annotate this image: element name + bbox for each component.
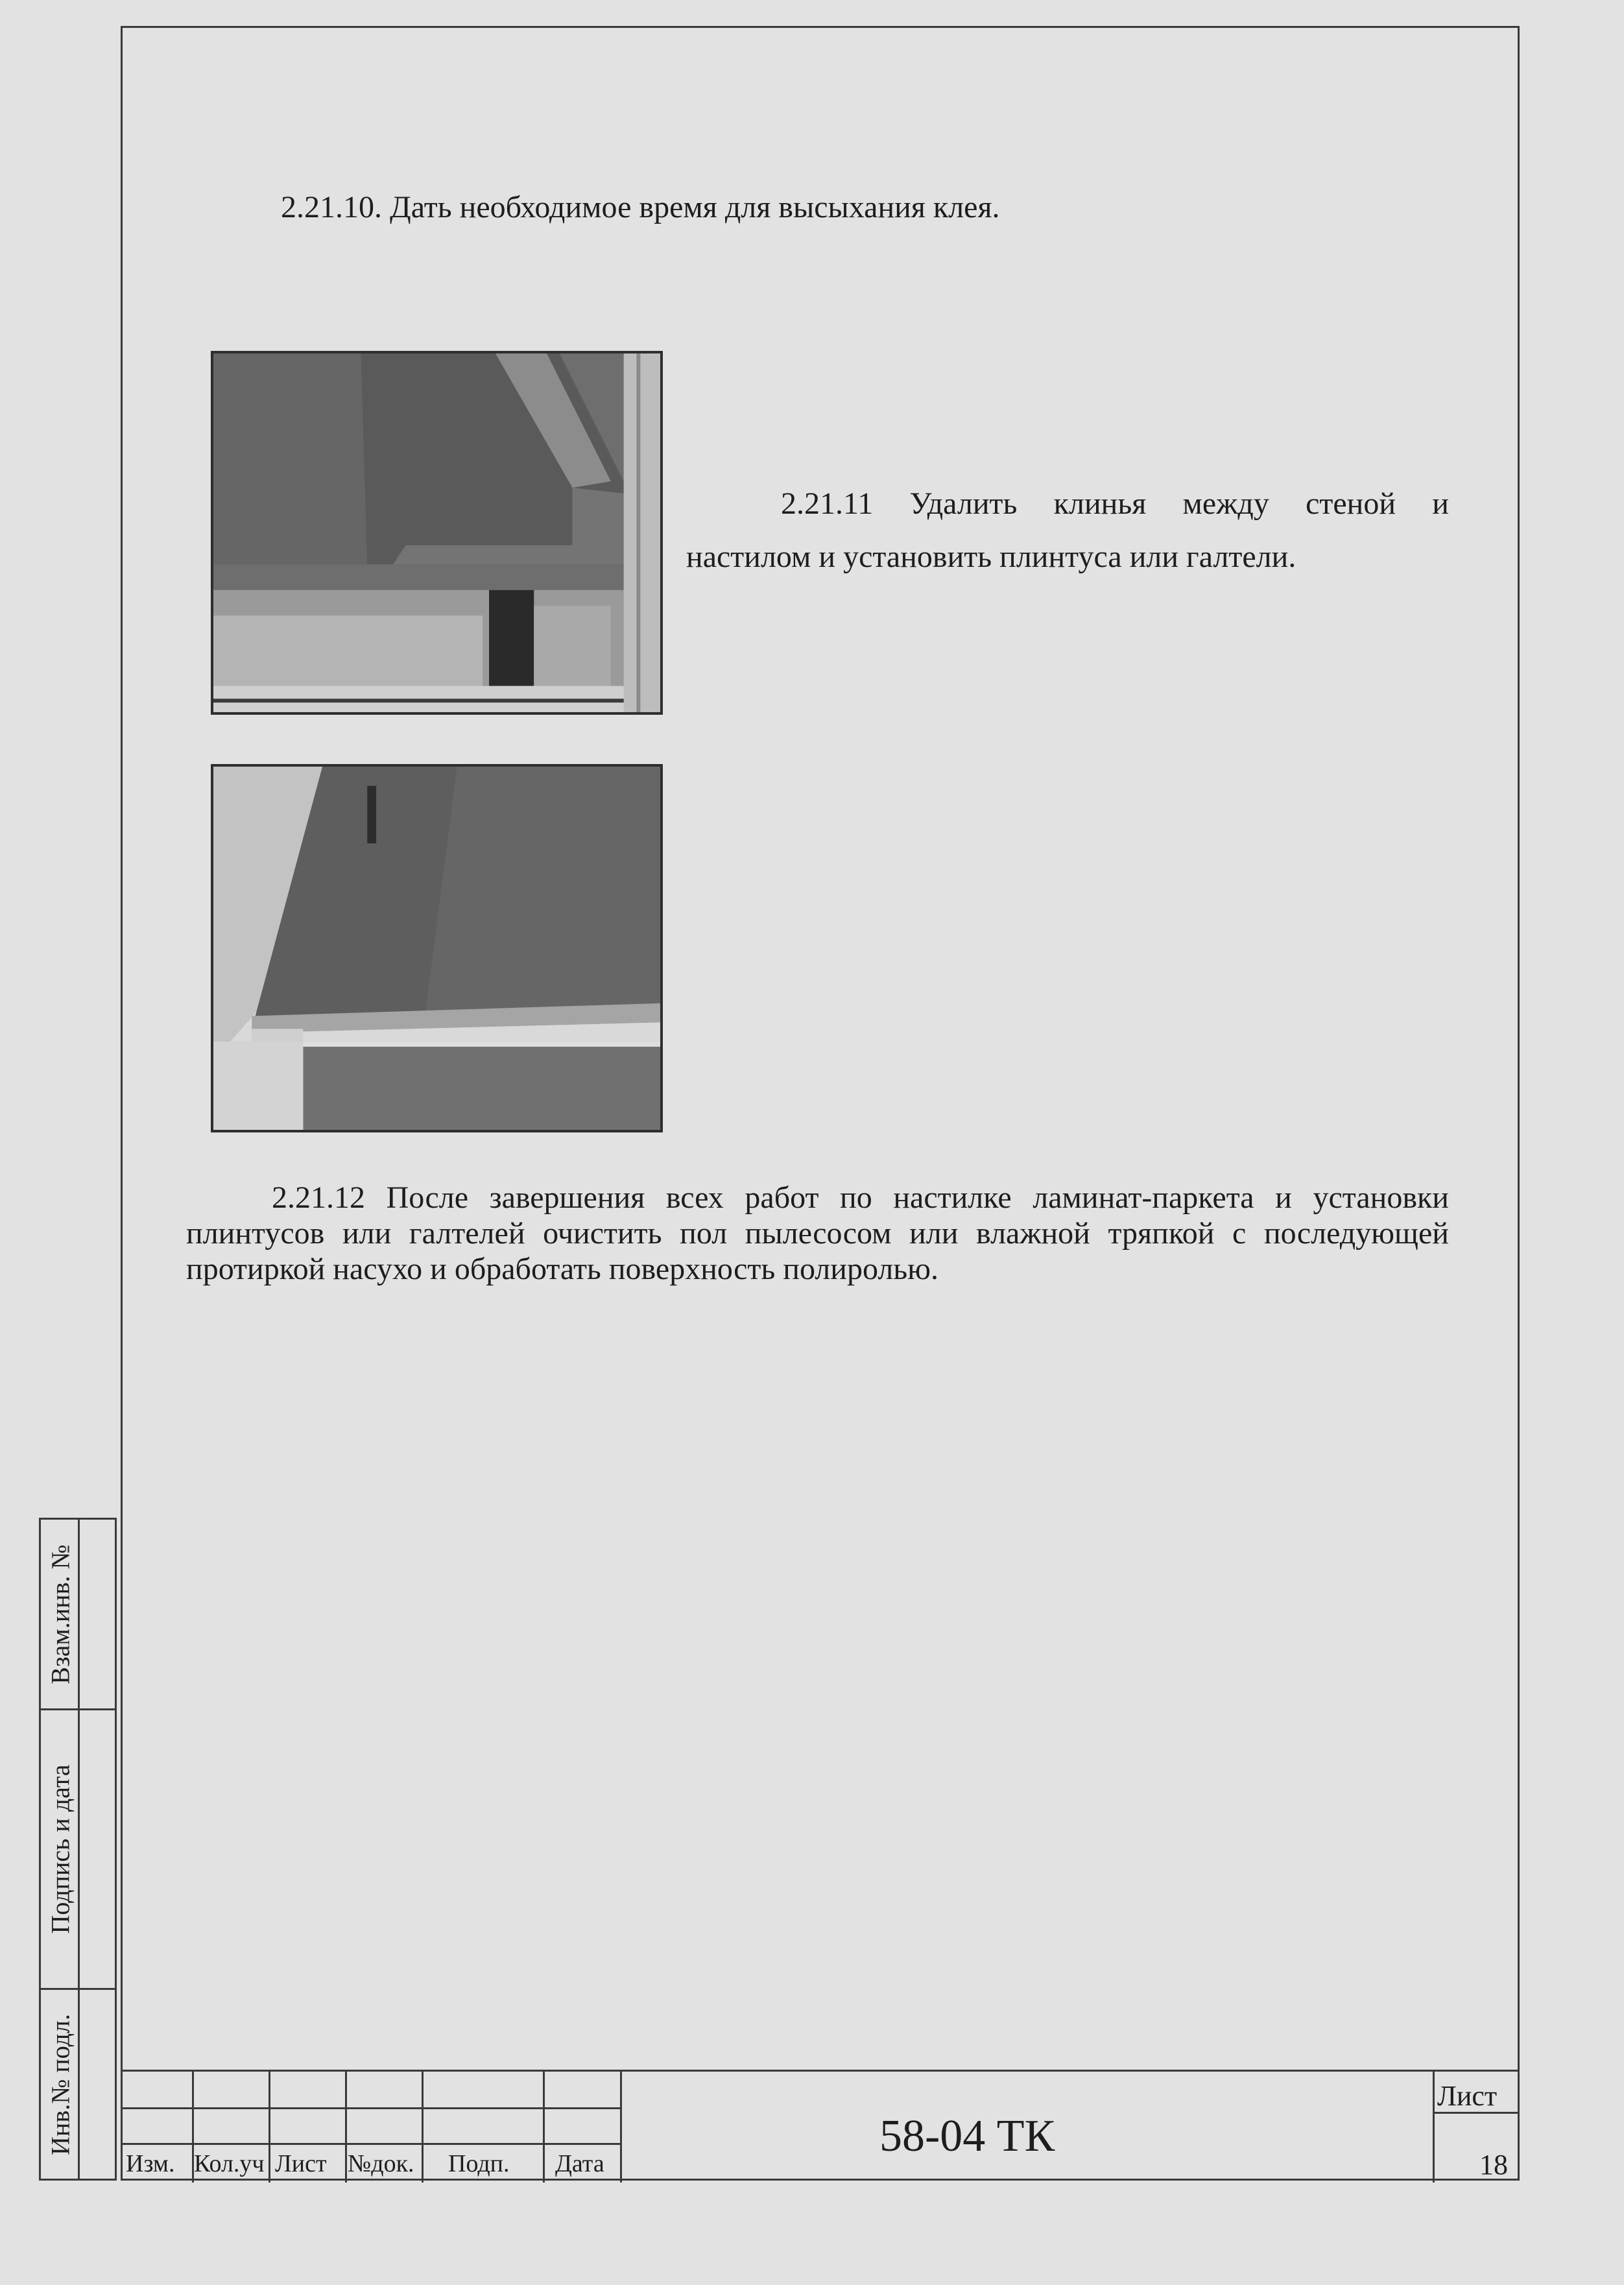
paragraph-2-21-10: 2.21.10. Дать необходимое время для высыхания клея. (281, 190, 1000, 224)
tb-sheet-label: Лист (1437, 2080, 1498, 2112)
paragraph-2-21-12-line1: 2.21.12 После завершения всех работ по настилке ламинат-паркета и установки (272, 1180, 1449, 1215)
paragraph-2-21-11-line2: настилом и установить плинтуса или галтели. (686, 540, 1296, 574)
paragraph-2-21-11-line1: 2.21.11 Удалить клинья между стеной и (781, 486, 1449, 521)
side-stamp-podpis (39, 1708, 117, 1990)
side-stamp-vzam (39, 1518, 117, 1710)
title-block (121, 2070, 1520, 2181)
side-label-podpis: Подпись и дата (45, 1764, 75, 1934)
tb-izm: Изм. (126, 2150, 175, 2177)
side-stamp-inv (39, 1988, 117, 2181)
document-code: 58-04 ТК (879, 2111, 1055, 2161)
tb-data: Дата (555, 2150, 604, 2177)
tb-podp: Подп. (448, 2150, 510, 2177)
side-label-vzam: Взам.инв. № (45, 1544, 75, 1684)
paragraph-2-21-12-line3: протиркой насухо и обработать поверхность полиролью. (186, 1252, 939, 1286)
skirting-corner-photo (211, 351, 663, 715)
paragraph-2-21-12-line2: плинтусов или галтелей очистить пол пылесосом или влажной тряпкой с последующей (186, 1216, 1449, 1250)
side-label-inv: Инв.№ подл. (45, 2013, 75, 2155)
tb-kol-uch: Кол.уч (194, 2150, 265, 2177)
tb-list: Лист (275, 2150, 327, 2177)
skirting-install-photo (211, 764, 663, 1132)
tb-sheet-number: 18 (1479, 2149, 1508, 2181)
tb-ndok: №док. (348, 2150, 414, 2177)
